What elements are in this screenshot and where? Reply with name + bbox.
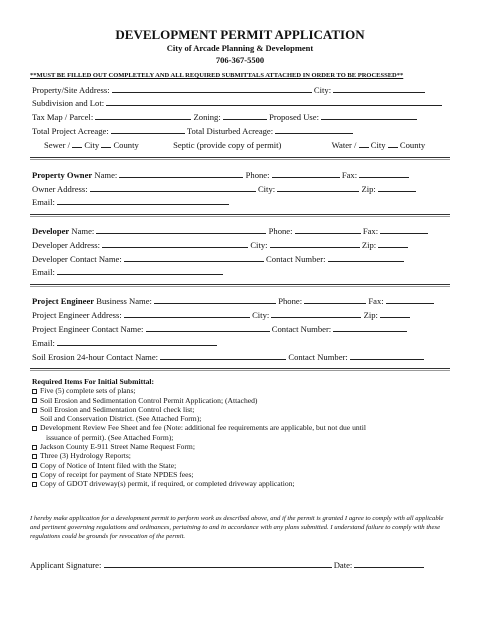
- requirement-item: Copy of receipt for payment of State NPDES fees;: [32, 470, 366, 479]
- engineer-email-row: [32, 338, 217, 348]
- label-owner-city: City:: [257, 184, 276, 194]
- divider: [30, 157, 450, 158]
- developer-phone-field[interactable]: [295, 226, 361, 234]
- label-engineer-phone: Phone:: [278, 296, 303, 306]
- property-address-row: [32, 85, 425, 95]
- checkbox[interactable]: [32, 398, 37, 403]
- label-engineer-zip: Zip:: [363, 310, 378, 320]
- divider: [30, 368, 450, 369]
- developer-contact-number-field[interactable]: [328, 254, 404, 262]
- label-owner-zip: Zip:: [361, 184, 376, 194]
- divider: [30, 214, 450, 215]
- owner-name-field[interactable]: [119, 170, 243, 178]
- water-city-blank[interactable]: [359, 140, 369, 148]
- label-water-county: County: [399, 140, 426, 150]
- label-developer-fax: Fax:: [362, 226, 379, 236]
- label-sewer-city: City: [84, 140, 100, 150]
- label-erosion-number: Contact Number:: [288, 352, 348, 362]
- label-developer-zip: Zip:: [361, 240, 377, 250]
- label-developer-address: Developer Address:: [32, 240, 101, 250]
- requirement-item-cont: issuance of permit). (See Attached Form);: [46, 432, 174, 442]
- label-zoning: Zoning:: [193, 112, 221, 122]
- org-name: City of Arcade Planning & Development: [166, 43, 314, 53]
- requirement-item: Jackson County E-911 Street Name Request Form;: [32, 442, 366, 451]
- label-disturbed-acreage: Total Disturbed Acreage:: [186, 126, 274, 136]
- divider: [30, 159, 450, 160]
- total-acreage-field[interactable]: [111, 126, 185, 134]
- label-water: Water /: [331, 140, 357, 150]
- disturbed-acreage-field[interactable]: [275, 126, 353, 134]
- engineer-address-row: [32, 310, 410, 320]
- label-proposed-use: Proposed Use:: [269, 112, 319, 122]
- requirement-item: Three (3) Hydrology Reports;: [32, 451, 366, 460]
- requirements-list: [32, 377, 366, 489]
- requirement-item: Copy of Notice of Intent filed with the State;: [32, 461, 366, 470]
- label-signature: Applicant Signature:: [30, 560, 102, 570]
- checkbox[interactable]: [32, 454, 37, 459]
- taxmap-row: [32, 112, 417, 122]
- label-date: Date:: [333, 560, 353, 570]
- completion-notice: **MUST BE FILLED OUT COMPLETELY AND ALL REQUIRED SUBMITTALS ATTACHED IN ORDER TO BE PROCESSED**: [30, 72, 404, 79]
- utilities-row: [44, 140, 425, 150]
- developer-email-field[interactable]: [57, 267, 223, 275]
- divider: [30, 286, 450, 287]
- label-owner-address: Owner Address:: [32, 184, 88, 194]
- label-total-acreage: Total Project Acreage:: [32, 126, 109, 136]
- water-county-blank[interactable]: [388, 140, 398, 148]
- developer-fax-field[interactable]: [380, 226, 428, 234]
- owner-name-row: [32, 170, 409, 180]
- owner-phone-field[interactable]: [272, 170, 340, 178]
- label-engineer-business: Business Name:: [96, 296, 152, 306]
- divider: [30, 284, 450, 285]
- label-sewer-county: County: [113, 140, 139, 150]
- developer-contact-field[interactable]: [124, 254, 264, 262]
- acreage-row: [32, 126, 353, 136]
- owner-fax-field[interactable]: [359, 170, 409, 178]
- checkbox[interactable]: [32, 445, 37, 450]
- erosion-number-field[interactable]: [350, 352, 424, 360]
- label-owner-bold: Property Owner: [32, 170, 93, 180]
- developer-email-row: [32, 267, 223, 277]
- label-engineer-email: Email:: [32, 338, 55, 348]
- label-property-address: Property/Site Address:: [32, 85, 110, 95]
- requirement-item-cont: Soil and Conservation District. (See Attached Form);: [40, 414, 202, 424]
- developer-name-row: [32, 226, 428, 236]
- proposed-use-field[interactable]: [321, 112, 417, 120]
- developer-address-row: [32, 240, 408, 250]
- developer-contact-row: [32, 254, 404, 264]
- date-field[interactable]: [354, 560, 424, 568]
- label-owner-phone: Phone:: [245, 170, 270, 180]
- org-phone: 706-367-5500: [215, 55, 265, 65]
- form-title: DEVELOPMENT PERMIT APPLICATION: [115, 27, 365, 42]
- engineer-business-row: [32, 296, 434, 306]
- owner-address-field[interactable]: [90, 184, 256, 192]
- label-sewer: Sewer /: [44, 140, 71, 150]
- owner-zip-field[interactable]: [378, 184, 416, 192]
- property-address-field[interactable]: [112, 85, 312, 93]
- label-engineer-address: Project Engineer Address:: [32, 310, 122, 320]
- developer-address-field[interactable]: [102, 240, 248, 248]
- erosion-contact-field[interactable]: [160, 352, 286, 360]
- developer-zip-field[interactable]: [378, 240, 408, 248]
- owner-city-field[interactable]: [277, 184, 359, 192]
- subdivision-row: [32, 98, 442, 108]
- checkbox[interactable]: [32, 482, 37, 487]
- label-engineer-contact: Project Engineer Contact Name:: [32, 324, 144, 334]
- engineer-city-field[interactable]: [271, 310, 361, 318]
- requirement-item: Five (5) complete sets of plans;: [32, 386, 366, 395]
- applicant-statement: I hereby make application for a development permit to perform work as described above, and if the permit is granted I agree to comply with all applicable and pertinent governing regulations and ordinances, pertaining to and in accordance with any plans submitted. I understand failure to comply with these regulations could be grounds for revocation of the permit.: [30, 515, 444, 540]
- label-developer-contact: Developer Contact Name:: [32, 254, 122, 264]
- engineer-address-field[interactable]: [124, 310, 250, 318]
- label-owner-fax: Fax:: [341, 170, 358, 180]
- label-owner-email: Email:: [32, 197, 55, 207]
- checkbox[interactable]: [32, 426, 37, 431]
- owner-email-row: [32, 197, 229, 207]
- checkbox[interactable]: [32, 389, 37, 394]
- engineer-contact-field[interactable]: [146, 324, 270, 332]
- developer-city-field[interactable]: [270, 240, 360, 248]
- label-developer-bold: Developer: [32, 226, 70, 236]
- divider: [30, 370, 450, 371]
- sewer-city-blank[interactable]: [72, 140, 82, 148]
- requirement-item: Soil Erosion and Sedimentation Control Permit Application; (Attached): [32, 396, 366, 405]
- label-developer-phone: Phone:: [268, 226, 293, 236]
- label-taxmap: Tax Map / Parcel:: [32, 112, 94, 122]
- property-city-field[interactable]: [333, 85, 425, 93]
- requirement-item: Soil Erosion and Sedimentation Control check list;: [32, 405, 366, 414]
- owner-email-field[interactable]: [57, 197, 229, 205]
- developer-name-field[interactable]: [96, 226, 266, 234]
- label-septic: Septic (provide copy of permit): [173, 140, 282, 150]
- label-subdivision: Subdivision and Lot:: [32, 98, 105, 108]
- engineer-business-field[interactable]: [154, 296, 276, 304]
- label-developer-contact-number: Contact Number:: [266, 254, 326, 264]
- label-engineer-city: City:: [252, 310, 270, 320]
- erosion-contact-row: [32, 352, 424, 362]
- engineer-fax-field[interactable]: [386, 296, 434, 304]
- engineer-email-field[interactable]: [57, 338, 217, 346]
- sewer-county-blank[interactable]: [101, 140, 111, 148]
- label-erosion-contact: Soil Erosion 24-hour Contact Name:: [32, 352, 159, 362]
- requirement-item: Development Review Fee Sheet and fee (Note: additional fee requirements are applicable, but not due until: [32, 423, 366, 432]
- checkbox[interactable]: [32, 463, 37, 468]
- label-engineer-bold: Project Engineer: [32, 296, 95, 306]
- zoning-field[interactable]: [223, 112, 267, 120]
- signature-field[interactable]: [104, 560, 332, 568]
- label-developer-name: Name:: [71, 226, 95, 236]
- taxmap-field[interactable]: [95, 112, 191, 120]
- checkbox[interactable]: [32, 473, 37, 478]
- signature-row: [30, 560, 424, 570]
- label-city: City:: [313, 85, 332, 95]
- engineer-zip-field[interactable]: [380, 310, 410, 318]
- label-owner-name: Name:: [94, 170, 118, 180]
- label-engineer-fax: Fax:: [368, 296, 384, 306]
- label-developer-email: Email:: [32, 267, 55, 277]
- divider: [30, 216, 450, 217]
- label-developer-city: City:: [250, 240, 268, 250]
- requirements-heading: Required Items For Initial Submittal:: [32, 377, 155, 386]
- label-engineer-contact-number: Contact Number:: [271, 324, 332, 334]
- engineer-contact-number-field[interactable]: [333, 324, 407, 332]
- engineer-contact-row: [32, 324, 407, 334]
- owner-address-row: [32, 184, 416, 194]
- label-water-city: City: [370, 140, 386, 150]
- engineer-phone-field[interactable]: [304, 296, 366, 304]
- subdivision-field[interactable]: [106, 98, 442, 106]
- checkbox[interactable]: [32, 408, 37, 413]
- requirement-item: Copy of GDOT driveway(s) permit, if required, or completed driveway application;: [32, 479, 366, 488]
